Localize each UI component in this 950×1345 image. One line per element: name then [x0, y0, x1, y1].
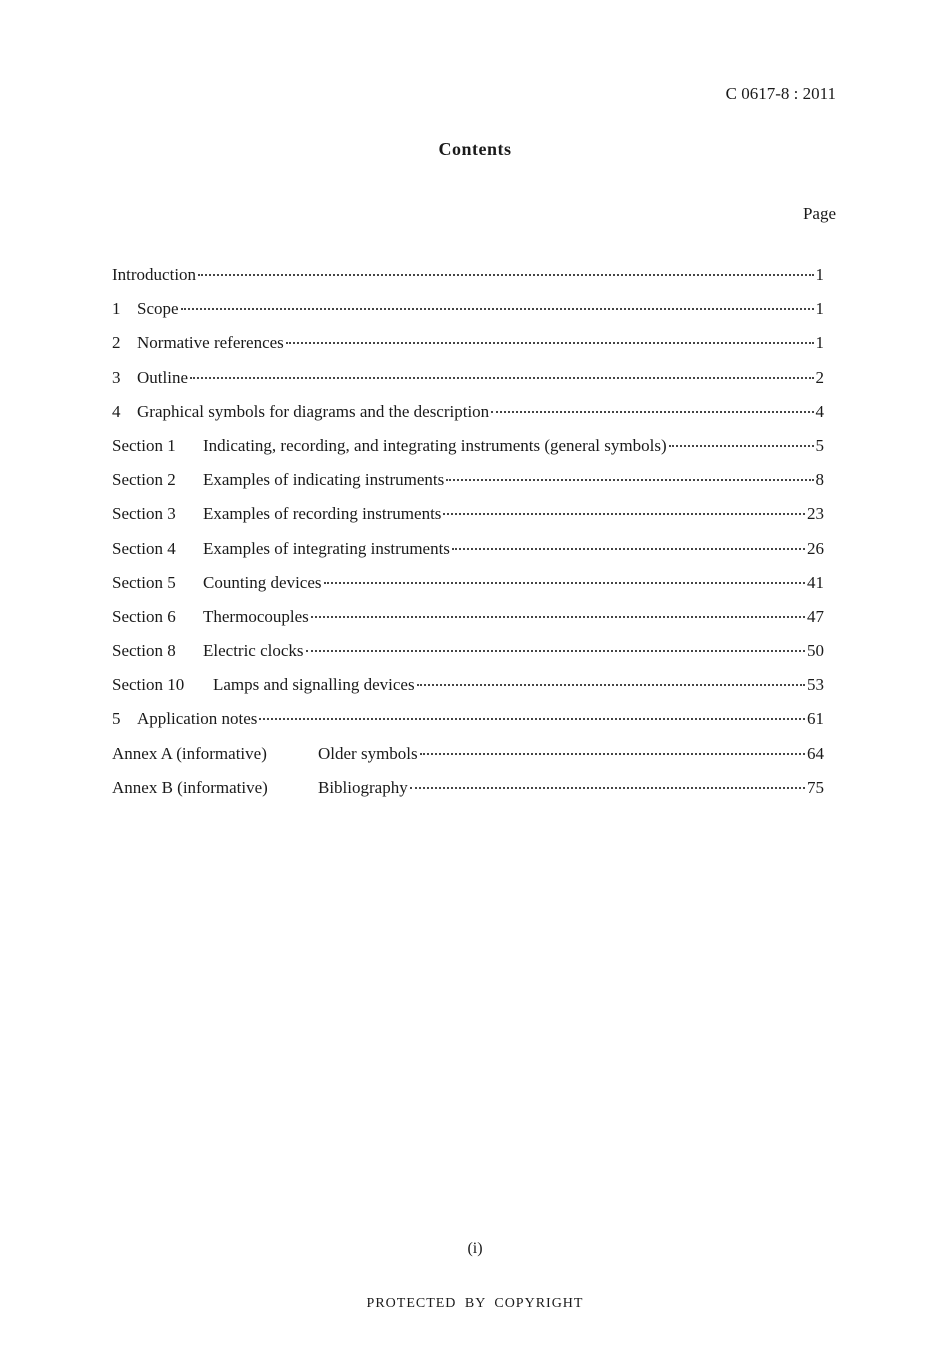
toc-entry-section-1[interactable] [112, 436, 824, 470]
toc-entry-outline[interactable] [112, 368, 824, 402]
dot-leader [181, 308, 814, 310]
toc-entry-page: 41 [807, 572, 824, 592]
page-number: (i) [467, 1240, 483, 1257]
toc-entry-title: Normative references [137, 333, 284, 353]
toc-entry-page: 64 [807, 743, 824, 763]
toc-entry-page: 75 [807, 777, 824, 797]
toc-entry-number: Section 3 [112, 504, 176, 524]
document-number: C 0617-8 : 2011 [725, 84, 836, 103]
toc-entry-number: Section 6 [112, 606, 176, 626]
toc-entry-title: Examples of integrating instruments [203, 538, 450, 558]
toc-entry-title: Counting devices [203, 572, 322, 592]
toc-entry-number: 5 [112, 709, 121, 729]
dot-leader [259, 718, 805, 720]
toc-entry-section-2[interactable] [112, 470, 824, 504]
toc-entry-number: 3 [112, 367, 121, 387]
toc-entry-page: 2 [815, 367, 824, 387]
toc-entry-section-6[interactable] [112, 607, 824, 641]
dot-leader [190, 377, 814, 379]
toc-entry-section-10[interactable] [112, 675, 824, 709]
toc-entry-section-5[interactable] [112, 573, 824, 607]
dot-leader [311, 616, 805, 618]
dot-leader [306, 650, 805, 652]
dot-leader [410, 787, 805, 789]
toc-entry-normative-references[interactable] [112, 333, 824, 367]
toc-entry-page: 1 [815, 265, 824, 284]
toc-entry-graphical-symbols[interactable] [112, 402, 824, 436]
toc-entry-page: 26 [807, 538, 824, 558]
toc-entry-scope[interactable] [112, 299, 824, 333]
dot-leader [446, 479, 813, 481]
copyright-notice: PROTECTED BY COPYRIGHT [366, 1296, 584, 1311]
toc-entry-number: 4 [112, 401, 121, 421]
toc-entry-page: 61 [807, 709, 824, 729]
toc-entry-page: 1 [815, 333, 824, 353]
toc-entry-page: 5 [815, 435, 824, 455]
toc-entry-number: Section 4 [112, 538, 176, 558]
dot-leader [491, 411, 813, 413]
toc-entry-title: Older symbols [318, 743, 418, 763]
dot-leader [420, 753, 805, 755]
table-of-contents [112, 265, 824, 812]
toc-entry-title: Bibliography [318, 777, 408, 797]
toc-entry-number: 2 [112, 333, 121, 353]
toc-entry-title: Application notes [137, 709, 258, 729]
toc-entry-title: Graphical symbols for diagrams and the description [137, 401, 490, 421]
toc-entry-title: Indicating, recording, and integrating instruments (general symbols) [203, 435, 667, 455]
dot-leader [417, 684, 805, 686]
dot-leader [669, 445, 814, 447]
toc-entry-page: 1 [815, 299, 824, 319]
toc-entry-number: Section 8 [112, 641, 176, 661]
toc-entry-number: Section 1 [112, 435, 176, 455]
dot-leader [198, 274, 813, 276]
toc-entry-title: Outline [137, 367, 188, 387]
toc-entry-section-4[interactable] [112, 539, 824, 573]
dot-leader [286, 342, 814, 344]
toc-entry-number: Section 2 [112, 470, 176, 490]
dot-leader [443, 513, 805, 515]
toc-entry-title: Thermocouples [203, 606, 309, 626]
toc-entry-annex-b[interactable] [112, 778, 824, 812]
toc-entry-title: Lamps and signalling devices [213, 675, 415, 695]
toc-entry-introduction[interactable] [112, 265, 824, 299]
toc-entry-number: Annex B (informative) [112, 777, 268, 797]
toc-entry-number: 1 [112, 299, 121, 319]
toc-entry-title: Scope [137, 299, 179, 319]
toc-entry-page: 47 [807, 606, 824, 626]
toc-entry-page: 8 [815, 470, 824, 490]
dot-leader [324, 582, 805, 584]
toc-entry-title: Electric clocks [203, 641, 304, 661]
toc-entry-title: Examples of indicating instruments [203, 470, 445, 490]
toc-entry-title: Introduction [112, 265, 197, 284]
toc-entry-number: Section 5 [112, 572, 176, 592]
contents-title: Contents [438, 139, 512, 159]
page-column-label: Page [802, 204, 836, 223]
toc-entry-annex-a[interactable] [112, 744, 824, 778]
toc-entry-number: Section 10 [112, 675, 185, 695]
toc-entry-page: 50 [807, 641, 824, 661]
toc-entry-number: Annex A (informative) [112, 743, 267, 763]
toc-entry-page: 53 [807, 675, 824, 695]
toc-entry-application-notes[interactable] [112, 709, 824, 743]
toc-entry-page: 23 [807, 504, 824, 524]
dot-leader [452, 548, 805, 550]
toc-entry-section-8[interactable] [112, 641, 824, 675]
toc-entry-page: 4 [815, 401, 824, 421]
toc-entry-section-3[interactable] [112, 504, 824, 538]
toc-entry-title: Examples of recording instruments [203, 504, 442, 524]
